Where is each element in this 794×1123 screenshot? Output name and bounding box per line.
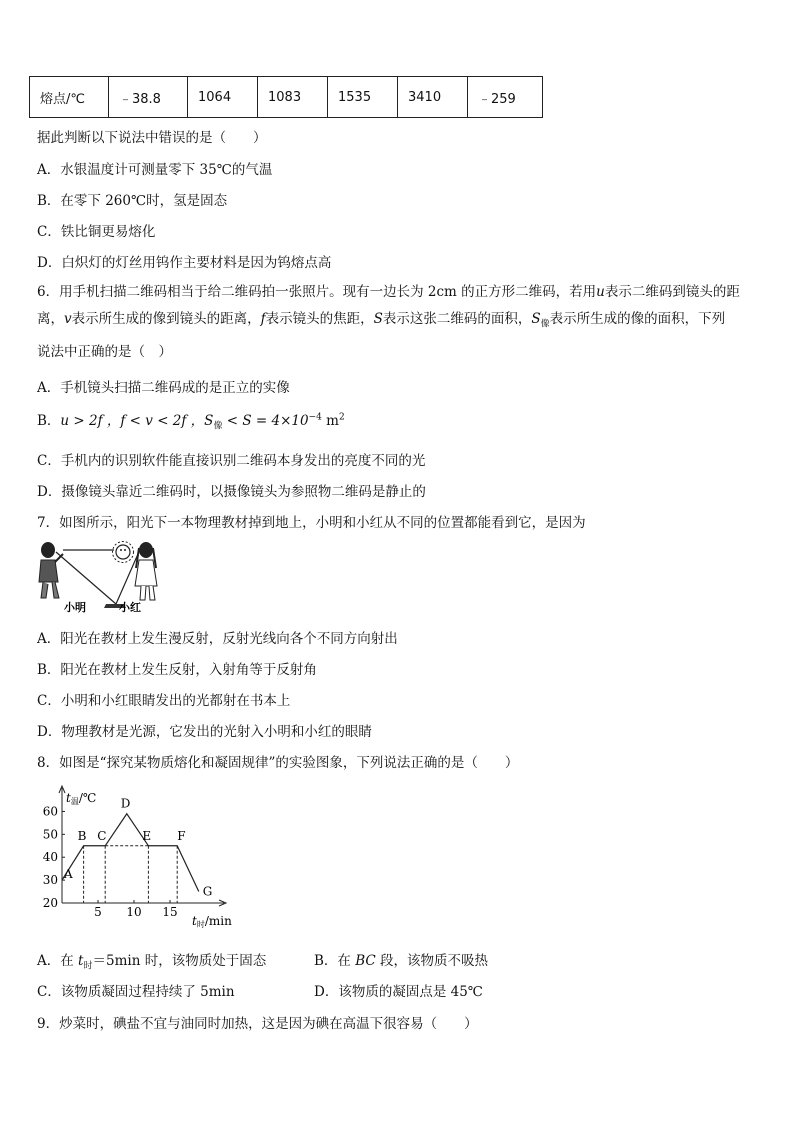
y-tick-label: 60 bbox=[42, 804, 58, 819]
q8-option-d: D．该物质的凝固点是 45℃ bbox=[314, 984, 483, 1000]
y-tick-label: 30 bbox=[42, 873, 58, 888]
person-xiaoming-icon bbox=[39, 542, 63, 598]
q5-option-c: C．铁比铜更易熔化 bbox=[37, 224, 156, 240]
q6-stem: 6．用手机扫描二维码相当于给二维码拍一张照片。现有一边长为 2cm 的正方形二维码，若用u表示二维码到镜头的距 离，v表示所生成的像到镜头的距离，f表示镜头的焦距，S表示这张二维码的面积，$S_像$表示所生成的像的面积，下列 说法中正确的是（ ） bbox=[37, 284, 740, 360]
table-cell: 1064 bbox=[188, 77, 258, 118]
q7-option-d: D．物理教材是光源，它发出的光射入小明和小红的眼睛 bbox=[37, 724, 372, 740]
q9-stem: 9．炒菜时，碘盐不宜与油同时加热，这是因为碘在高温下很容易（ ） bbox=[37, 1016, 478, 1032]
point-label-c: C bbox=[97, 828, 107, 843]
table-cell: ﹣38.8 bbox=[109, 77, 188, 118]
row-header: 熔点/℃ bbox=[30, 77, 109, 118]
q8-option-c: C．该物质凝固过程持续了 5min bbox=[37, 984, 235, 1000]
q7-option-a: A．阳光在教材上发生漫反射，反射光线向各个不同方向射出 bbox=[37, 631, 398, 647]
q5-stem: 据此判断以下说法中错误的是（ ） bbox=[37, 130, 267, 146]
y-tick-label: 40 bbox=[42, 850, 58, 865]
q7-stem: 7．如图所示，阳光下一本物理教材掉到地上，小明和小红从不同的位置都能看到它，是因为 bbox=[37, 515, 586, 531]
chart-series bbox=[62, 814, 199, 903]
q5-option-a: A．水银温度计可测量零下 35℃的气温 bbox=[37, 162, 273, 178]
table-cell: 3410 bbox=[398, 77, 468, 118]
x-tick-label: 15 bbox=[162, 905, 178, 919]
y-tick-label: 50 bbox=[42, 827, 58, 842]
q5-option-d: D．白炽灯的灯丝用钨作主要材料是因为钨熔点高 bbox=[37, 255, 332, 271]
melting-curve-chart bbox=[36, 782, 246, 932]
x-axis-label: t时/min bbox=[192, 914, 232, 929]
label-xiaoming: 小明 bbox=[64, 601, 86, 614]
point-label-a: A bbox=[64, 867, 73, 882]
y-axis-label: t温/℃ bbox=[66, 791, 97, 806]
person-xiaohong-icon bbox=[135, 542, 157, 600]
chart-point-labels bbox=[63, 797, 212, 899]
point-label-d: D bbox=[120, 796, 131, 811]
chart-ticks bbox=[43, 804, 178, 919]
q6-option-b: B．u > 2f ，f < v < 2f ，$S_像 < S = 4\times 10^{-4}$ $m^2$ bbox=[37, 412, 345, 432]
series-line bbox=[62, 814, 199, 892]
label-xiaohong: 小红 bbox=[119, 601, 141, 614]
point-label-b: B bbox=[77, 828, 87, 843]
q8-option-b: B．在 BC 段，该物质不吸热 bbox=[314, 953, 489, 969]
melting-point-table bbox=[29, 76, 543, 118]
q6-option-a: A．手机镜头扫描二维码成的是正立的实像 bbox=[37, 380, 290, 396]
table-cell: 1535 bbox=[328, 77, 398, 118]
q8-stem: 8．如图是“探究某物质熔化和凝固规律”的实验图象，下列说法正确的是（ ） bbox=[37, 755, 519, 771]
x-tick-label: 5 bbox=[94, 905, 102, 919]
point-label-g: G bbox=[202, 884, 213, 899]
sun-icon bbox=[113, 542, 134, 563]
x-tick-label: 10 bbox=[126, 905, 142, 919]
q6-option-d: D．摄像镜头靠近二维码时，以摄像镜头为参照物二维码是静止的 bbox=[37, 484, 426, 500]
point-label-e: E bbox=[142, 828, 152, 843]
y-tick-label: 20 bbox=[42, 896, 58, 910]
q7-option-b: B．阳光在教材上发生反射，入射角等于反射角 bbox=[37, 662, 317, 678]
q8-option-a: A．在 $t_时=5\min$ 时，该物质处于固态 bbox=[37, 953, 267, 972]
point-label-f: F bbox=[177, 828, 186, 843]
table-cell: 1083 bbox=[258, 77, 328, 118]
q7-option-c: C．小明和小红眼睛发出的光都射在书本上 bbox=[37, 693, 291, 709]
q6-option-c: C．手机内的识别软件能直接识别二维码本身发出的亮度不同的光 bbox=[37, 453, 426, 469]
table-row bbox=[30, 77, 543, 118]
q5-option-b: B．在零下 260℃时，氢是固态 bbox=[37, 193, 228, 209]
table-cell: ﹣259 bbox=[468, 77, 543, 118]
q7-figure bbox=[36, 536, 166, 616]
